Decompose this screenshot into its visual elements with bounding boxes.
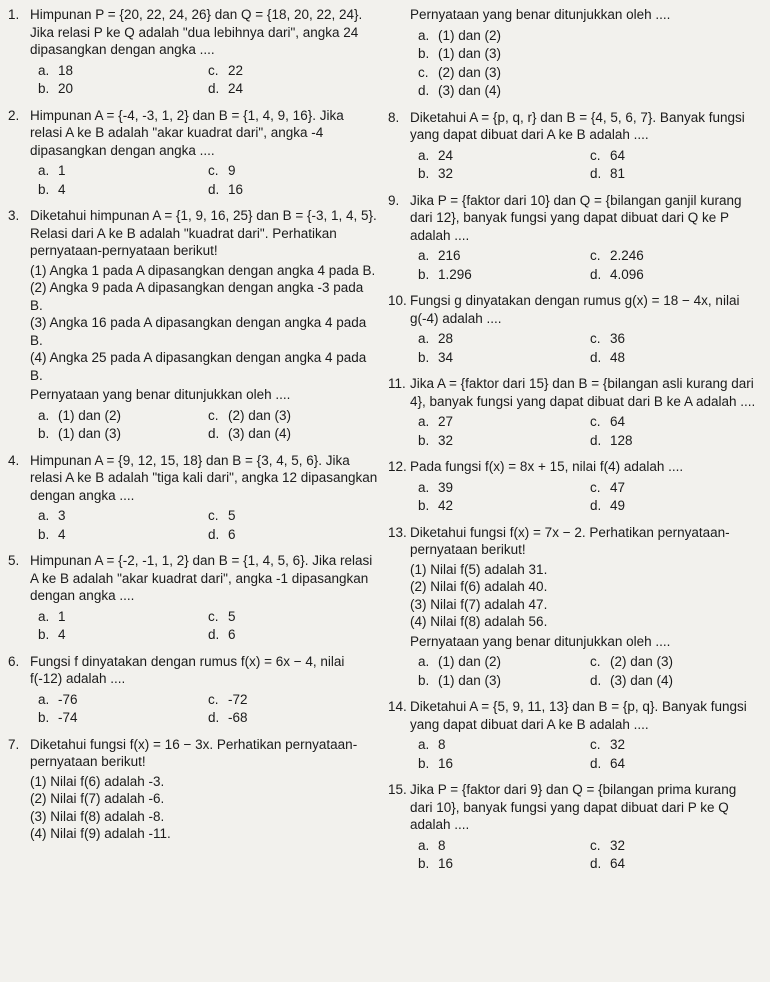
option-value: (2) dan (3) [438, 64, 502, 80]
statement-list [30, 262, 378, 385]
option-value: 1 [58, 163, 66, 178]
option-letter: c. [590, 479, 601, 495]
question-block [8, 452, 382, 544]
option-value: 5 [228, 508, 236, 523]
option-value: 16 [438, 856, 454, 871]
statement-item: (3) Nilai f(8) adalah -8. [30, 808, 165, 824]
option-value: 36 [610, 331, 626, 346]
option-letter: c. [590, 331, 601, 346]
option-value: 8 [438, 837, 446, 853]
option-value: 32 [438, 166, 454, 181]
statement-list [410, 561, 762, 631]
option-letter: d. [590, 349, 602, 365]
answer-option[interactable] [38, 507, 208, 525]
answer-options [418, 479, 762, 515]
question-stem [388, 192, 762, 245]
question-number: 15. [388, 782, 407, 797]
option-value: (2) dan (3) [610, 654, 674, 669]
question-stem [8, 6, 378, 59]
answer-option[interactable] [208, 709, 378, 727]
option-letter: d. [208, 426, 220, 441]
answer-option[interactable] [38, 626, 208, 644]
option-value: 3 [58, 508, 66, 523]
question-text: Jika P = {faktor dari 10} dan Q = {bilangan ganjil kurang dari 12}, banyak fungsi yang dapat dibuat dari Q ke P adalah .... [410, 192, 746, 243]
answer-option[interactable] [208, 62, 378, 80]
question-block [388, 698, 762, 772]
answer-option[interactable] [590, 755, 762, 773]
option-letter: c. [590, 837, 601, 853]
answer-options [418, 330, 762, 366]
question-stem [388, 698, 762, 733]
answer-options [418, 653, 762, 689]
answer-options [418, 413, 762, 449]
option-letter: c. [590, 654, 601, 669]
statement-item: (4) Nilai f(9) adalah -11. [30, 826, 171, 841]
option-letter: d. [208, 181, 220, 197]
question-stem [8, 552, 378, 605]
question-block [388, 109, 762, 183]
answer-option[interactable] [590, 266, 762, 284]
option-value: 34 [438, 349, 454, 365]
option-value: 64 [610, 414, 626, 429]
option-letter: c. [208, 407, 219, 423]
statement-item: (4) Nilai f(8) adalah 56. [410, 614, 548, 629]
answer-option[interactable] [418, 855, 590, 873]
answer-option[interactable] [418, 432, 590, 450]
question-stem [388, 375, 762, 410]
option-letter: a. [38, 608, 50, 624]
option-letter: b. [418, 166, 430, 181]
option-letter: b. [38, 81, 50, 96]
option-value: 5 [228, 608, 236, 624]
question-stem [8, 653, 378, 688]
answer-option[interactable] [38, 608, 208, 626]
question-text: Himpunan A = {-2, -1, 1, 2} dan B = {1, 4, 5, 6}. Jika relasi A ke B adalah "akar kuadrat dari", angka -1 dipasangkan dengan angka .... [30, 553, 376, 603]
question-block [8, 107, 378, 199]
option-letter: b. [418, 349, 430, 365]
statement-item: (1) Nilai f(5) adalah 31. [410, 561, 548, 577]
answer-option[interactable] [418, 64, 762, 82]
option-letter: c. [590, 737, 601, 752]
answer-options [38, 691, 378, 727]
option-letter: b. [418, 46, 430, 61]
option-value: 6 [228, 526, 236, 542]
question-number: 13. [388, 524, 407, 540]
option-value: -68 [228, 710, 248, 725]
question-block [8, 552, 378, 644]
answer-option[interactable] [38, 162, 208, 180]
answer-option[interactable] [590, 653, 762, 671]
option-value: 6 [228, 627, 236, 642]
option-letter: a. [418, 147, 430, 163]
question-prompt: Pernyataan yang benar ditunjukkan oleh .... [30, 387, 291, 402]
question-prompt: Pernyataan yang benar ditunjukkan oleh .... [410, 633, 671, 649]
answer-options [418, 837, 762, 873]
option-value: (2) dan (3) [228, 407, 292, 423]
question-number: 10. [388, 293, 407, 308]
answer-options [418, 247, 762, 283]
option-letter: c. [418, 64, 429, 80]
statement-list [30, 773, 378, 843]
answer-option[interactable] [418, 45, 762, 63]
question-block [8, 653, 378, 727]
answer-option[interactable] [208, 407, 378, 425]
option-value: -72 [228, 691, 248, 707]
option-value: 216 [438, 248, 461, 263]
option-letter: a. [38, 163, 50, 178]
question-block [388, 458, 762, 515]
option-letter: c. [208, 608, 219, 624]
answer-option[interactable] [418, 736, 590, 754]
option-letter: c. [208, 163, 219, 178]
option-value: 2.246 [610, 248, 644, 263]
option-letter: c. [590, 147, 601, 163]
option-value: 24 [438, 147, 454, 163]
option-value: (1) dan (3) [58, 426, 122, 441]
answer-option[interactable] [418, 497, 590, 515]
statement-item: (4) Angka 25 pada A dipasangkan dengan angka 4 pada B. [30, 350, 371, 383]
option-letter: d. [590, 755, 602, 771]
question-stem [388, 109, 762, 144]
question-number: 4. [8, 452, 20, 468]
answer-option[interactable] [418, 247, 590, 265]
answer-options [38, 608, 378, 644]
question-stem [8, 207, 381, 260]
question-stem [388, 292, 762, 327]
answer-option[interactable] [590, 349, 762, 367]
answer-option[interactable] [38, 526, 208, 544]
option-letter: d. [208, 627, 220, 642]
question-text: Himpunan A = {-4, -3, 1, 2} dan B = {1, 4, 9, 16}. Jika relasi A ke B adalah "akar kuadrat dari", angka -4 dipasangkan dengan angka .... [30, 107, 348, 158]
answer-option[interactable] [208, 181, 378, 199]
option-value: (3) dan (4) [438, 83, 502, 98]
question-text: Pada fungsi f(x) = 8x + 15, nilai f(4) adalah .... [410, 459, 684, 474]
option-letter: c. [590, 248, 601, 263]
option-letter: b. [418, 856, 430, 871]
statement-item: (3) Angka 16 pada A dipasangkan dengan angka 4 pada B. [30, 315, 371, 348]
option-value: 128 [610, 432, 633, 448]
option-value: 24 [228, 81, 244, 96]
option-value: 16 [228, 181, 244, 197]
option-letter: d. [418, 83, 430, 98]
option-value: 1.296 [438, 266, 472, 282]
option-letter: b. [38, 181, 50, 197]
question-stem [388, 458, 762, 476]
option-value: 4.096 [610, 266, 644, 282]
question-number: 12. [388, 459, 407, 474]
option-value: 48 [610, 349, 626, 365]
question-text: Jika A = {faktor dari 15} dan B = {bilangan asli kurang dari 4}, banyak fungsi yang dapat dibuat dari B ke A adalah .... [410, 376, 758, 409]
answer-option[interactable] [208, 507, 378, 525]
option-letter: a. [418, 837, 430, 853]
option-letter: d. [208, 81, 220, 96]
answer-option[interactable] [38, 691, 208, 709]
answer-option[interactable] [590, 672, 762, 690]
question-number: 1. [8, 7, 20, 22]
option-value: 64 [610, 147, 626, 163]
question-number: 6. [8, 653, 20, 669]
answer-option[interactable] [590, 432, 762, 450]
answer-option[interactable] [418, 349, 590, 367]
question-block [388, 192, 762, 284]
answer-option[interactable] [418, 147, 590, 165]
option-letter: d. [590, 856, 602, 871]
answer-option[interactable] [38, 62, 208, 80]
question-block [8, 6, 378, 98]
option-value: (1) dan (3) [438, 46, 502, 61]
option-value: (1) dan (2) [438, 27, 502, 43]
answer-option[interactable] [208, 626, 378, 644]
option-letter: d. [590, 432, 602, 448]
answer-option[interactable] [590, 330, 762, 348]
left-column [8, 6, 382, 852]
option-value: 32 [610, 837, 626, 853]
answer-option[interactable] [418, 672, 590, 690]
statement-item: (1) Angka 1 pada A dipasangkan dengan angka 4 pada B. [30, 262, 376, 278]
option-letter: d. [208, 526, 220, 542]
question-block [388, 375, 762, 449]
option-value: 32 [610, 737, 626, 752]
answer-option[interactable] [590, 247, 762, 265]
question-text: Jika P = {faktor dari 9} dan Q = {bilangan prima kurang dari 10}, banyak fungsi yang dapat dibuat dari P ke Q adalah .... [410, 782, 740, 832]
option-letter: a. [418, 331, 430, 346]
option-letter: b. [418, 432, 430, 448]
option-letter: a. [418, 479, 430, 495]
option-letter: b. [38, 426, 50, 441]
statement-item: (2) Angka 9 pada A dipasangkan dengan angka -3 pada B. [30, 280, 368, 313]
answer-option[interactable] [418, 165, 590, 183]
answer-options [38, 62, 378, 98]
option-value: (3) dan (4) [610, 672, 674, 688]
answer-option[interactable] [38, 407, 208, 425]
question-block [8, 207, 381, 443]
option-letter: b. [418, 755, 430, 771]
answer-option[interactable] [208, 162, 378, 180]
answer-option[interactable] [590, 837, 762, 855]
option-letter: b. [418, 498, 430, 513]
answer-option[interactable] [418, 837, 590, 855]
question-block [388, 781, 762, 873]
question-stem [8, 107, 378, 160]
statement-item: (1) Nilai f(6) adalah -3. [30, 773, 165, 789]
answer-options [418, 736, 762, 772]
question-block [388, 292, 762, 366]
option-value: 1 [58, 608, 66, 624]
statement-item: (2) Nilai f(6) adalah 40. [410, 579, 548, 594]
question-text: Fungsi f dinyatakan dengan rumus f(x) = 6x − 4, nilai f(-12) adalah .... [30, 653, 349, 686]
option-letter: a. [418, 248, 430, 263]
option-letter: b. [38, 526, 50, 542]
answer-option[interactable] [590, 736, 762, 754]
question-text: Diketahui fungsi f(x) = 7x − 2. Perhatikan pernyataan-pernyataan berikut! [410, 524, 730, 557]
option-letter: d. [590, 498, 602, 513]
question-block [8, 736, 378, 843]
question-stem [388, 781, 762, 834]
question-text: Pernyataan yang benar ditunjukkan oleh .... [410, 7, 671, 22]
question-number: 3. [8, 208, 20, 223]
option-value: -74 [58, 710, 78, 725]
option-letter: b. [38, 710, 50, 725]
option-letter: c. [208, 508, 219, 523]
option-letter: d. [590, 166, 602, 181]
option-value: (1) dan (2) [438, 654, 502, 669]
answer-options [38, 407, 378, 443]
option-letter: a. [418, 737, 430, 752]
option-letter: a. [38, 691, 50, 707]
statement-item: (3) Nilai f(7) adalah 47. [410, 596, 548, 612]
question-text: Himpunan P = {20, 22, 24, 26} dan Q = {18, 20, 22, 24}. Jika relasi P ke Q adalah "dua lebihnya dari", angka 24 dipasangkan dengan angka .... [30, 7, 367, 57]
question-text: Diketahui A = {p, q, r} dan B = {4, 5, 6, 7}. Banyak fungsi yang dapat dibuat dari A ke B adalah .... [410, 109, 749, 142]
question-text: Diketahui A = {5, 9, 11, 13} dan B = {p, q}. Banyak fungsi yang dapat dibuat dari A ke B adalah .... [410, 699, 751, 732]
answer-option[interactable] [208, 608, 378, 626]
option-value: 9 [228, 163, 236, 178]
answer-option[interactable] [590, 147, 762, 165]
option-value: 39 [438, 479, 454, 495]
answer-option[interactable] [208, 526, 378, 544]
answer-option[interactable] [418, 330, 590, 348]
option-letter: b. [418, 672, 430, 688]
question-number: 14. [388, 699, 407, 714]
answer-option[interactable] [590, 413, 762, 431]
option-value: 16 [438, 755, 454, 771]
option-value: 81 [610, 166, 626, 181]
answer-options [38, 507, 378, 543]
option-letter: a. [418, 414, 430, 429]
answer-option[interactable] [418, 82, 762, 100]
option-letter: b. [418, 266, 430, 282]
option-value: -76 [58, 691, 78, 707]
question-stem [388, 524, 762, 559]
question-stem [8, 452, 382, 505]
option-letter: d. [590, 672, 602, 688]
option-value: 64 [610, 755, 626, 771]
option-letter: c. [208, 62, 219, 78]
answer-option[interactable] [38, 709, 208, 727]
answer-option[interactable] [38, 80, 208, 98]
option-letter: a. [418, 27, 430, 43]
question-stem [8, 736, 378, 771]
option-letter: a. [38, 508, 50, 523]
statement-item: (2) Nilai f(7) adalah -6. [30, 791, 165, 806]
answer-option[interactable] [208, 691, 378, 709]
question-number: 11. [388, 376, 406, 391]
option-letter: a. [418, 654, 430, 669]
option-value: (3) dan (4) [228, 426, 292, 441]
option-value: 47 [610, 479, 626, 495]
question-block [388, 524, 762, 690]
option-letter: d. [208, 710, 220, 725]
option-letter: b. [38, 627, 50, 642]
option-letter: c. [590, 414, 601, 429]
answer-option[interactable] [208, 425, 378, 443]
answer-option[interactable] [590, 479, 762, 497]
answer-option[interactable] [418, 27, 762, 45]
question-text: Diketahui fungsi f(x) = 16 − 3x. Perhatikan pernyataan-pernyataan berikut! [30, 736, 358, 769]
question-number: 5. [8, 553, 20, 568]
question-number: 9. [388, 192, 400, 208]
option-value: 64 [610, 856, 626, 871]
answer-option[interactable] [38, 181, 208, 199]
answer-option[interactable] [418, 755, 590, 773]
option-value: 27 [438, 414, 454, 429]
question-text: Fungsi g dinyatakan dengan rumus g(x) = 18 − 4x, nilai g(-4) adalah .... [410, 293, 744, 326]
option-value: 4 [58, 526, 66, 542]
option-value: 49 [610, 498, 626, 513]
option-value: 28 [438, 331, 454, 346]
answer-option[interactable] [418, 413, 590, 431]
option-value: 18 [58, 62, 74, 78]
option-letter: d. [590, 266, 602, 282]
option-letter: a. [38, 407, 50, 423]
answer-option[interactable] [418, 266, 590, 284]
option-value: (1) dan (2) [58, 407, 122, 423]
answer-option[interactable] [590, 165, 762, 183]
answer-option[interactable] [590, 497, 762, 515]
right-column [388, 6, 762, 882]
option-letter: c. [208, 691, 219, 707]
answer-option[interactable] [418, 479, 590, 497]
answer-option[interactable] [590, 855, 762, 873]
answer-option[interactable] [418, 653, 590, 671]
question-number [388, 6, 410, 24]
option-value: 32 [438, 432, 454, 448]
option-value: 4 [58, 181, 66, 197]
option-letter: a. [38, 62, 50, 78]
option-value: 8 [438, 737, 446, 752]
answer-options [38, 162, 378, 198]
option-value: 42 [438, 498, 454, 513]
option-value: 22 [228, 62, 244, 78]
answer-option[interactable] [208, 80, 378, 98]
answer-option[interactable] [38, 425, 208, 443]
question-number: 7. [8, 736, 20, 752]
option-value: 20 [58, 81, 74, 96]
question-number: 2. [8, 107, 20, 123]
question-stem [388, 6, 762, 24]
question-block [388, 6, 762, 100]
question-text: Himpunan A = {9, 12, 15, 18} dan B = {3, 4, 5, 6}. Jika relasi A ke B adalah "tiga kali dari", angka 12 dipasangkan dengan angka .... [30, 452, 382, 503]
question-number: 8. [388, 109, 400, 125]
answer-options [418, 27, 762, 100]
answer-options [418, 147, 762, 183]
option-value: 4 [58, 627, 66, 642]
question-text: Diketahui himpunan A = {1, 9, 16, 25} dan B = {-3, 1, 4, 5}. Relasi dari A ke B adalah "kuadrat dari". Perhatikan pernyataan-pernyataan berikut! [30, 208, 381, 258]
option-value: (1) dan (3) [438, 672, 502, 688]
